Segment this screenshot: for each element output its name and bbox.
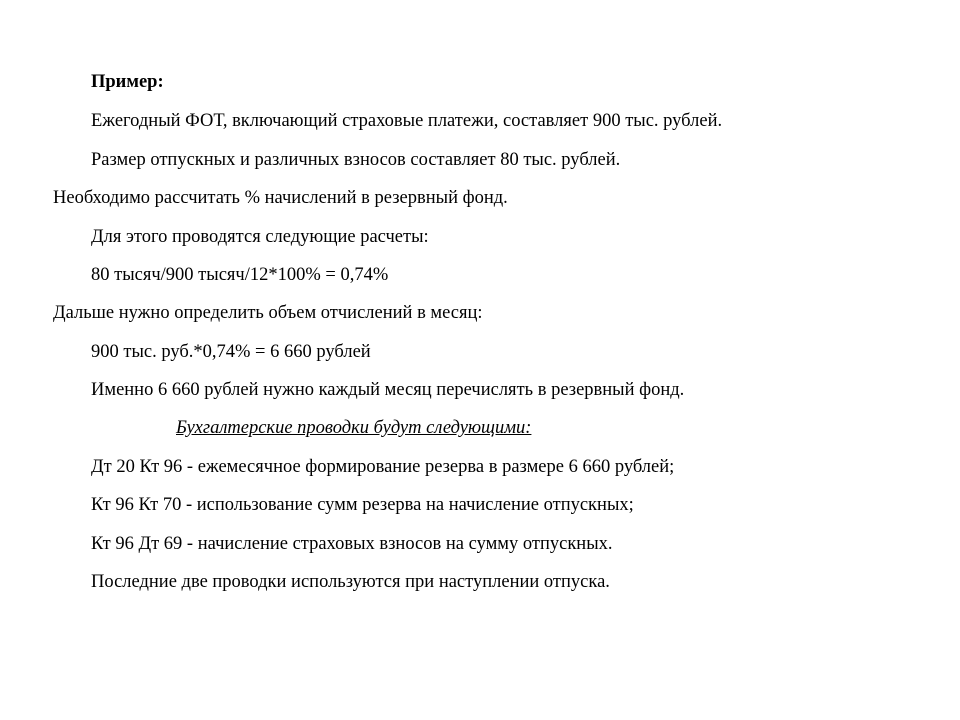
entry-line: Кт 96 Кт 70 - использование сумм резерва на начисление отпускных;	[91, 495, 634, 515]
entry-line: Дт 20 Кт 96 - ежемесячное формирование резерва в размере 6 660 рублей;	[91, 457, 675, 477]
example-heading: Пример:	[91, 72, 164, 92]
paragraph-monthly-amount-intro: Дальше нужно определить объем отчислений в месяц:	[53, 303, 483, 323]
closing-note: Последние две проводки используются при наступлении отпуска.	[91, 572, 610, 592]
paragraph-calculations-intro: Для этого проводятся следующие расчеты:	[91, 227, 429, 247]
formula-percent: 80 тысяч/900 тысяч/12*100% = 0,74%	[91, 265, 389, 285]
paragraph-calculate-percent: Необходимо рассчитать % начислений в резервный фонд.	[53, 188, 508, 208]
entry-line: Кт 96 Дт 69 - начисление страховых взносов на сумму отпускных.	[91, 534, 613, 554]
entries-heading: Бухгалтерские проводки будут следующими:	[176, 418, 532, 438]
paragraph-monthly-transfer: Именно 6 660 рублей нужно каждый месяц перечислять в резервный фонд.	[91, 380, 685, 400]
paragraph-annual-payroll: Ежегодный ФОТ, включающий страховые платежи, составляет 900 тыс. рублей.	[91, 111, 723, 131]
paragraph-vacation-size: Размер отпускных и различных взносов составляет 80 тыс. рублей.	[91, 150, 621, 170]
formula-monthly-amount: 900 тыс. руб.*0,74% = 6 660 рублей	[91, 342, 371, 362]
